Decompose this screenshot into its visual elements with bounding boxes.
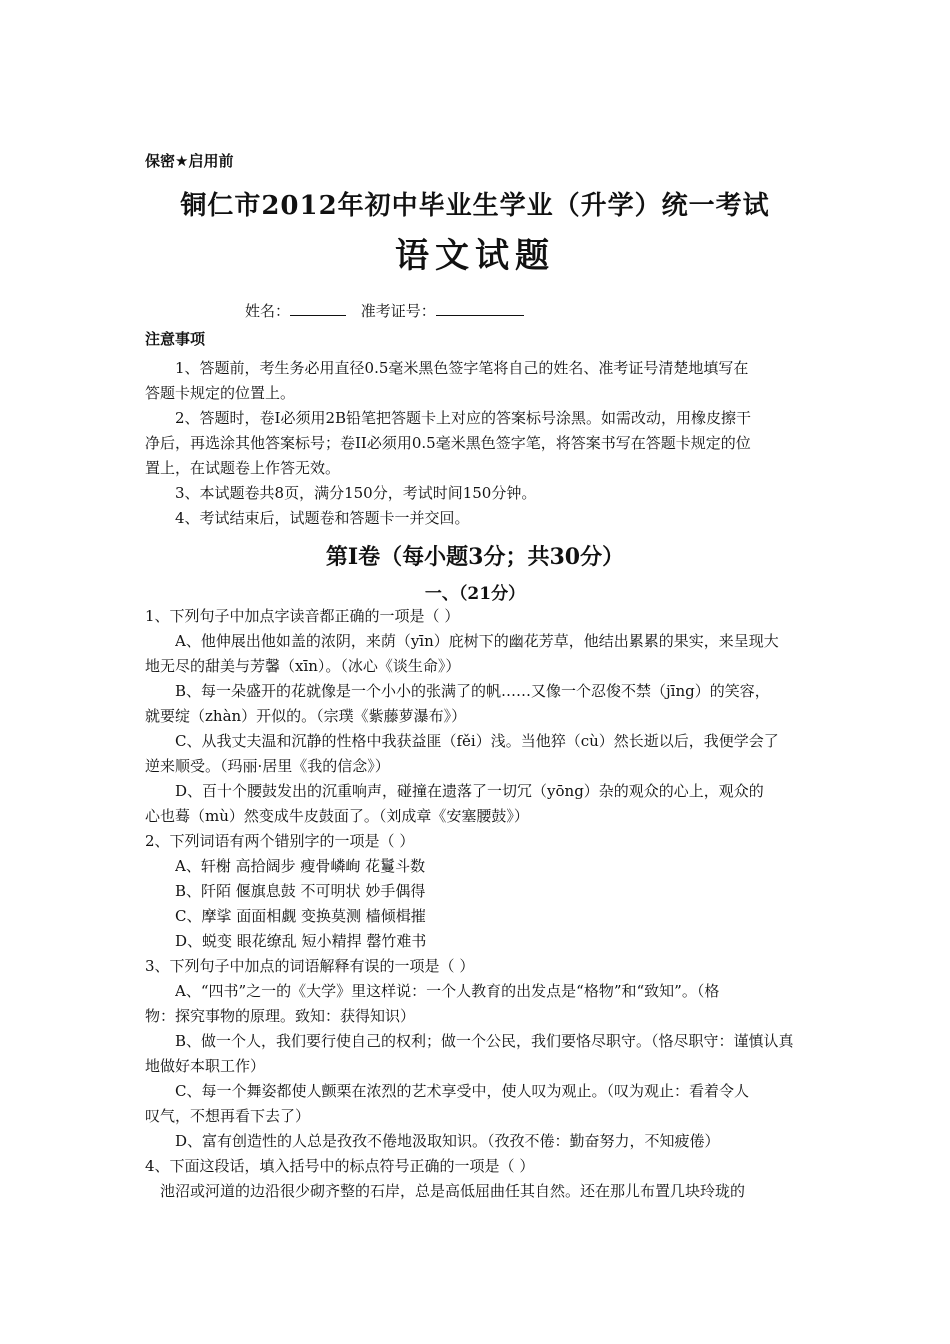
notice-line: 答题卡规定的位置上。 xyxy=(145,384,296,402)
notice-line: 1、答题前，考生务必用直径0.5毫米黑色签字笔将自己的姓名、准考证号清楚地填写在 xyxy=(175,359,749,377)
option-line: B、做一个人，我们要行使自己的权利；做一个公民，我们要恪尽职守。（恪尽职守：谨慎认真 xyxy=(175,1032,794,1050)
question-stem: 2、下列词语有两个错别字的一项是（ ） xyxy=(145,832,415,850)
option-line: C、从我丈夫温和沉静的性格中我获益匪（fěi）浅。当他猝（cù）然长逝以后，我便学会了 xyxy=(175,732,779,750)
notice-line: 净后，再选涂其他答案标号；卷II必须用0.5毫米黑色签字笔，将答案书写在答题卡规定的位 xyxy=(145,434,751,452)
option-line: 物：探究事物的原理。致知：获得知识） xyxy=(145,1007,416,1025)
passage-line: 池沼或河道的边沿很少砌齐整的石岸，总是高低屈曲任其自然。还在那儿布置几块玲珑的 xyxy=(160,1182,746,1200)
notice-heading: 注意事项 xyxy=(145,330,206,348)
option-line: B、每一朵盛开的花就像是一个小小的张满了的帆……又像一个忍俊不禁（jīng）的笑容， xyxy=(175,682,770,700)
option-line: 叹气，不想再看下去了） xyxy=(145,1107,311,1125)
option-line: A、他伸展出他如盖的浓阴，来荫（yīn）庇树下的幽花芳草，他结出累累的果实，来呈现大 xyxy=(175,632,779,650)
confidential-label: 保密★启用前 xyxy=(145,152,234,170)
option-line: 逆来顺受。（玛丽·居里《我的信念》） xyxy=(145,757,390,775)
option-line: D、百十个腰鼓发出的沉重响声，碰撞在遗落了一切冗（yōng）杂的观众的心上，观众的 xyxy=(175,782,764,800)
notice-line: 3、本试题卷共8页，满分150分，考试时间150分钟。 xyxy=(175,484,537,502)
question-stem: 3、下列句子中加点的词语解释有误的一项是（ ） xyxy=(145,957,475,975)
id-label: 准考证号： xyxy=(360,302,436,320)
exam-title: 铜仁市2012年初中毕业生学业（升学）统一考试 xyxy=(180,191,770,221)
option-line: 地做好本职工作） xyxy=(145,1057,266,1075)
option-line: 心也蓦（mù）然变成牛皮鼓面了。（刘成章《安塞腰鼓》） xyxy=(145,807,529,825)
id-blank[interactable] xyxy=(436,301,524,316)
option-line: 地无尽的甜美与芳馨（xīn）。（冰心《谈生命》） xyxy=(145,657,461,675)
option-line: C、每一个舞姿都使人颤栗在浓烈的艺术享受中，使人叹为观止。（叹为观止：看着令人 xyxy=(175,1082,749,1100)
option-line: A、“四书”之一的《大学》里这样说：一个人教育的出发点是“格物”和“致知”。（格 xyxy=(175,982,720,1000)
section-title: 一、（21分） xyxy=(424,584,526,604)
option-line: D、富有创造性的人总是孜孜不倦地汲取知识。（孜孜不倦：勤奋努力，不知疲倦） xyxy=(175,1132,720,1150)
option-line: B、阡陌 偃旗息鼓 不可明状 妙手偶得 xyxy=(175,882,426,900)
notice-line: 4、考试结束后，试题卷和答题卡一并交回。 xyxy=(175,509,470,527)
subject-title: 语文试题 xyxy=(395,236,555,276)
part-title: 第I卷（每小题3分；共30分） xyxy=(325,544,625,570)
candidate-info xyxy=(245,300,524,321)
option-line: C、摩挲 面面相觑 变换莫测 樯倾楫摧 xyxy=(175,907,426,925)
question-stem: 4、下面这段话，填入括号中的标点符号正确的一项是（ ） xyxy=(145,1157,535,1175)
option-line: A、轩榭 高拾阔步 瘦骨嶙峋 花鬘斗数 xyxy=(175,857,426,875)
question-stem: 1、下列句子中加点字读音都正确的一项是（ ） xyxy=(145,607,460,625)
notice-line: 置上，在试题卷上作答无效。 xyxy=(145,459,341,477)
name-label: 姓名： xyxy=(245,302,291,320)
option-line: D、蜕变 眼花缭乱 短小精捍 罄竹难书 xyxy=(175,932,427,950)
option-line: 就要绽（zhàn）开似的。（宗璞《紫藤萝瀑布》） xyxy=(145,707,467,725)
notice-line: 2、答题时，卷I必须用2B铅笔把答题卡上对应的答案标号涂黑。如需改动，用橡皮擦干 xyxy=(175,409,752,427)
name-blank[interactable] xyxy=(290,301,346,316)
